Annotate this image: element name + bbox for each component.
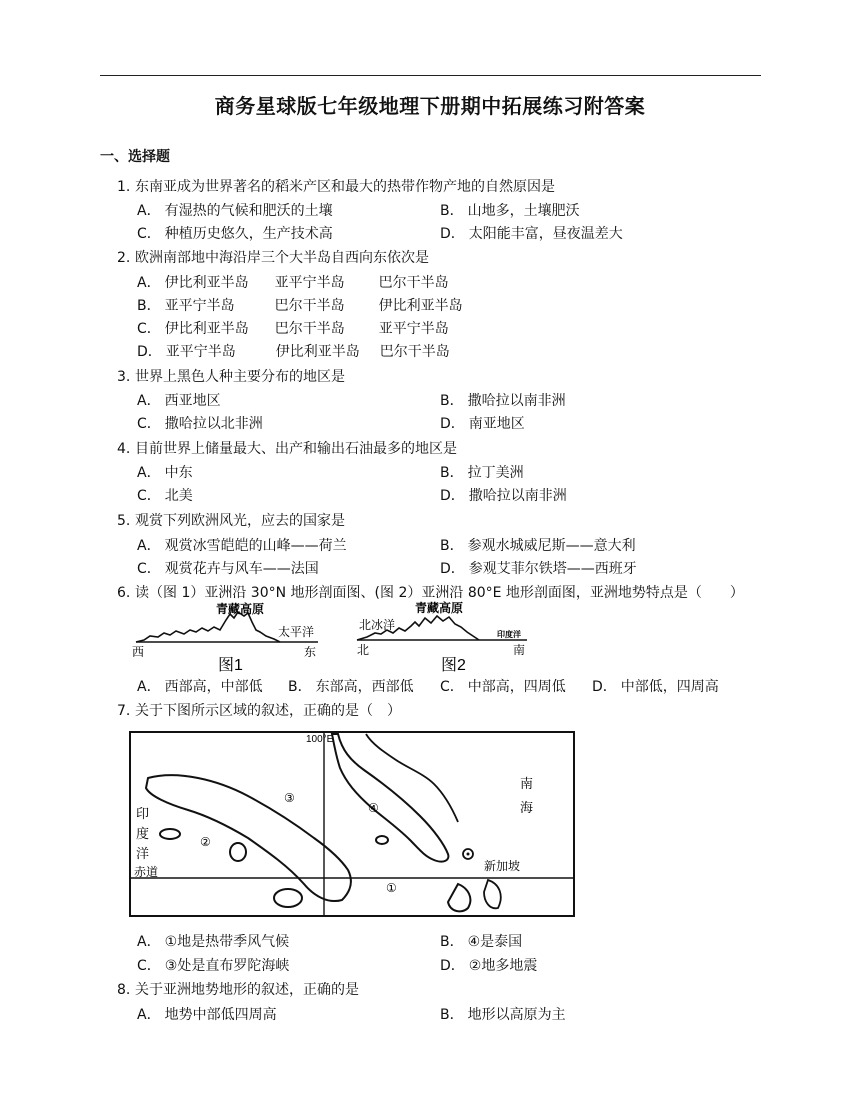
q2-option-a[interactable]: A． 伊比利亚半岛 亚平宁半岛 巴尔干半岛 (137, 275, 449, 291)
singapore-dot (467, 853, 470, 856)
q3-option-a[interactable]: A． 西亚地区 (137, 393, 221, 409)
map-sea-label: 度 (136, 826, 150, 841)
fig1-peak-label: 青藏高原 (216, 602, 265, 616)
map-mark-3: ③ (284, 791, 295, 805)
question-2: 2. 欧洲南部地中海沿岸三个大半岛自西向东依次是 (117, 250, 429, 266)
q2-option-b[interactable]: B． 亚平宁半岛 巴尔干半岛 伊比利亚半岛 (137, 298, 463, 314)
q8-option-a[interactable]: A． 地势中部低四周高 (137, 1007, 277, 1023)
fig1-caption: 图1 (218, 657, 243, 672)
fig1-sea-label: 太平洋 (278, 625, 315, 639)
q2-option-c[interactable]: C． 伊比利亚半岛 巴尔干半岛 亚平宁半岛 (137, 321, 449, 337)
q5-option-d[interactable]: D． 参观艾菲尔铁塔——西班牙 (440, 561, 637, 577)
figure-1-profile (130, 600, 330, 672)
q6-option-a[interactable]: A． 西部高，中部低 (137, 679, 263, 695)
q5-option-c[interactable]: C． 观赏花卉与风车——法国 (137, 561, 319, 577)
fig2-ocean-label: 印度洋 (497, 630, 521, 639)
fig1-west-label: 西 (132, 645, 145, 659)
q1-option-d[interactable]: D． 太阳能丰富，昼夜温差大 (440, 226, 623, 242)
map-sea-label: 印 (136, 806, 150, 821)
map-mark-2: ② (200, 835, 211, 849)
map-mark-1: ① (386, 881, 397, 895)
q6-option-b[interactable]: B． 东部高，西部低 (288, 679, 414, 695)
q1-option-c[interactable]: C． 种植历史悠久，生产技术高 (137, 226, 333, 242)
map-city-label: 新加坡 (484, 859, 521, 873)
q8-option-b[interactable]: B． 地形以高原为主 (440, 1007, 566, 1023)
figure-2-profile (355, 600, 540, 672)
q7-option-b[interactable]: B． ④是泰国 (440, 934, 523, 950)
map-nanhai-label: 海 (520, 800, 534, 815)
fig1-east-label: 东 (304, 645, 317, 659)
q3-option-c[interactable]: C． 撒哈拉以北非洲 (137, 416, 263, 432)
q4-option-c[interactable]: C． 北美 (137, 488, 193, 504)
q7-option-c[interactable]: C． ③处是直布罗陀海峡 (137, 958, 290, 974)
q3-option-b[interactable]: B． 撒哈拉以南非洲 (440, 393, 566, 409)
question-4: 4. 目前世界上储量最大、出产和输出石油最多的地区是 (117, 441, 457, 457)
q1-option-a[interactable]: A． 有湿热的气候和肥沃的土壤 (137, 203, 333, 219)
region-map (128, 730, 578, 920)
map-nanhai-label: 南 (520, 776, 534, 791)
q6-option-c[interactable]: C． 中部高，四周低 (440, 679, 566, 695)
fig2-peak-label: 青藏高原 (415, 601, 464, 615)
question-3: 3. 世界上黑色人种主要分布的地区是 (117, 369, 345, 385)
fig2-north-label: 北 (357, 643, 370, 657)
q1-option-b[interactable]: B． 山地多，土壤肥沃 (440, 203, 580, 219)
q3-option-d[interactable]: D． 南亚地区 (440, 416, 525, 432)
q4-option-b[interactable]: B． 拉丁美洲 (440, 465, 524, 481)
page-title: 商务星球版七年级地理下册期中拓展练习附答案 (214, 94, 646, 118)
question-8: 8. 关于亚洲地势地形的叙述，正确的是 (117, 982, 359, 998)
q5-option-b[interactable]: B． 参观水城威尼斯——意大利 (440, 538, 636, 554)
question-6: 6. 读（图 1）亚洲沿 30°N 地形剖面图、(图 2）亚洲沿 80°E 地形剖面图，亚洲地势特点是（ ） (117, 585, 744, 601)
map-meridian-label: 100°E (306, 734, 334, 745)
map-equator-label: 赤道 (134, 865, 159, 879)
map-sea-label: 洋 (136, 846, 150, 861)
fig2-caption: 图2 (441, 657, 466, 672)
top-rule (100, 75, 761, 76)
fig2-sea-label: 北冰洋 (359, 618, 396, 632)
q5-option-a[interactable]: A． 观赏冰雪皑皑的山峰——荷兰 (137, 538, 347, 554)
question-5: 5. 观赏下列欧洲风光，应去的国家是 (117, 513, 345, 529)
question-1: 1. 东南亚成为世界著名的稻米产区和最大的热带作物产地的自然原因是 (117, 179, 555, 195)
question-7: 7. 关于下图所示区域的叙述，正确的是（ ） (117, 703, 401, 719)
q4-option-d[interactable]: D． 撒哈拉以南非洲 (440, 488, 567, 504)
fig2-south-label: 南 (513, 643, 526, 657)
q6-option-d[interactable]: D． 中部低，四周高 (592, 679, 719, 695)
section-heading: 一、选择题 (100, 149, 170, 165)
q2-option-d[interactable]: D． 亚平宁半岛 伊比利亚半岛 巴尔干半岛 (137, 344, 450, 360)
fig1-terrain-line (136, 612, 280, 642)
q4-option-a[interactable]: A． 中东 (137, 465, 193, 481)
q7-option-d[interactable]: D． ②地多地震 (440, 958, 538, 974)
map-mark-4: ④ (368, 801, 379, 815)
q7-option-a[interactable]: A． ①地是热带季风气候 (137, 934, 290, 950)
